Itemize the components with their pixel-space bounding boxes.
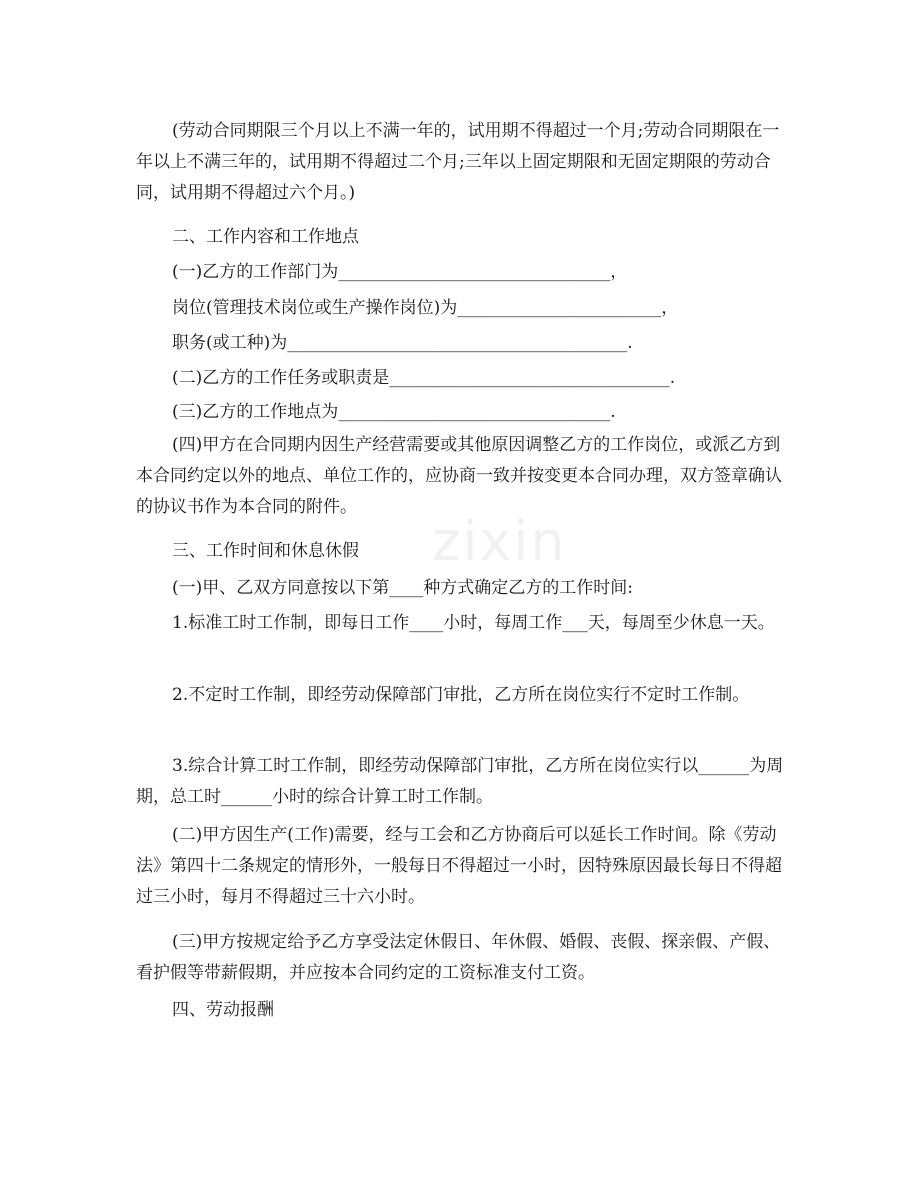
section-3-heading: 三、工作时间和休息休假 [172,541,359,561]
duties-field: (二)乙方的工作任务或职责是_________________________________. [172,368,676,388]
section-2-heading: 二、工作内容和工作地点 [172,227,359,247]
paid-leave-clause: (三)甲方按规定给予乙方享受法定休假日、年休假、婚假、丧假、探亲假、产假、看护假等带薪假期，并应按本合同约定的工资标准支付工资。 [136,932,781,983]
job-title-field: 职务(或工种)为________________________________________. [172,333,633,353]
flexible-hours-clause: 2.不定时工作制，即经劳动保障部门审批，乙方所在岗位实行不定时工作制。 [172,685,750,705]
position-change-clause: (四)甲方在合同期内因生产经营需要或其他原因调整乙方的工作岗位，或派乙方到本合同约定以外的地点、单位工作的，应协商一致并按变更本合同办理，双方签章确认的协议书作为本合同的附件。 [136,435,782,517]
work-time-mode: (一)甲、乙双方同意按以下第____种方式确定乙方的工作时间: [172,578,633,598]
overtime-clause: (二)甲方因生产(工作)需要，经与工会和乙方协商后可以延长工作时间。除《劳动法》第四十二条规定的情形外，一般每日不得超过一小时，因特殊原因最长每日不得超过三小时，每月不得超过三十六小时。 [136,825,782,907]
work-department-field: (一)乙方的工作部门为________________________________， [172,262,628,282]
post-field: 岗位(管理技术岗位或生产操作岗位)为________________________， [172,298,679,318]
probation-note: (劳动合同期限三个月以上不满一年的，试用期不得超过一个月;劳动合同期限在一年以上不满三年的，试用期不得超过二个月;三年以上固定期限和无固定期限的劳动合同，试用期不得超过六个月。) [136,121,780,203]
section-4-heading: 四、劳动报酬 [172,1000,274,1020]
comprehensive-hours-clause: 3.综合计算工时工作制，即经劳动保障部门审批，乙方所在岗位实行以______为周期，总工时______小时的综合计算工时工作制。 [136,756,784,807]
watermark: zixin [432,510,567,573]
work-place-field: (三)乙方的工作地点为________________________________. [172,402,616,422]
standard-hours-clause: 1.标准工时工作制，即每日工作____小时，每周工作___天，每周至少休息一天。 [172,613,775,633]
